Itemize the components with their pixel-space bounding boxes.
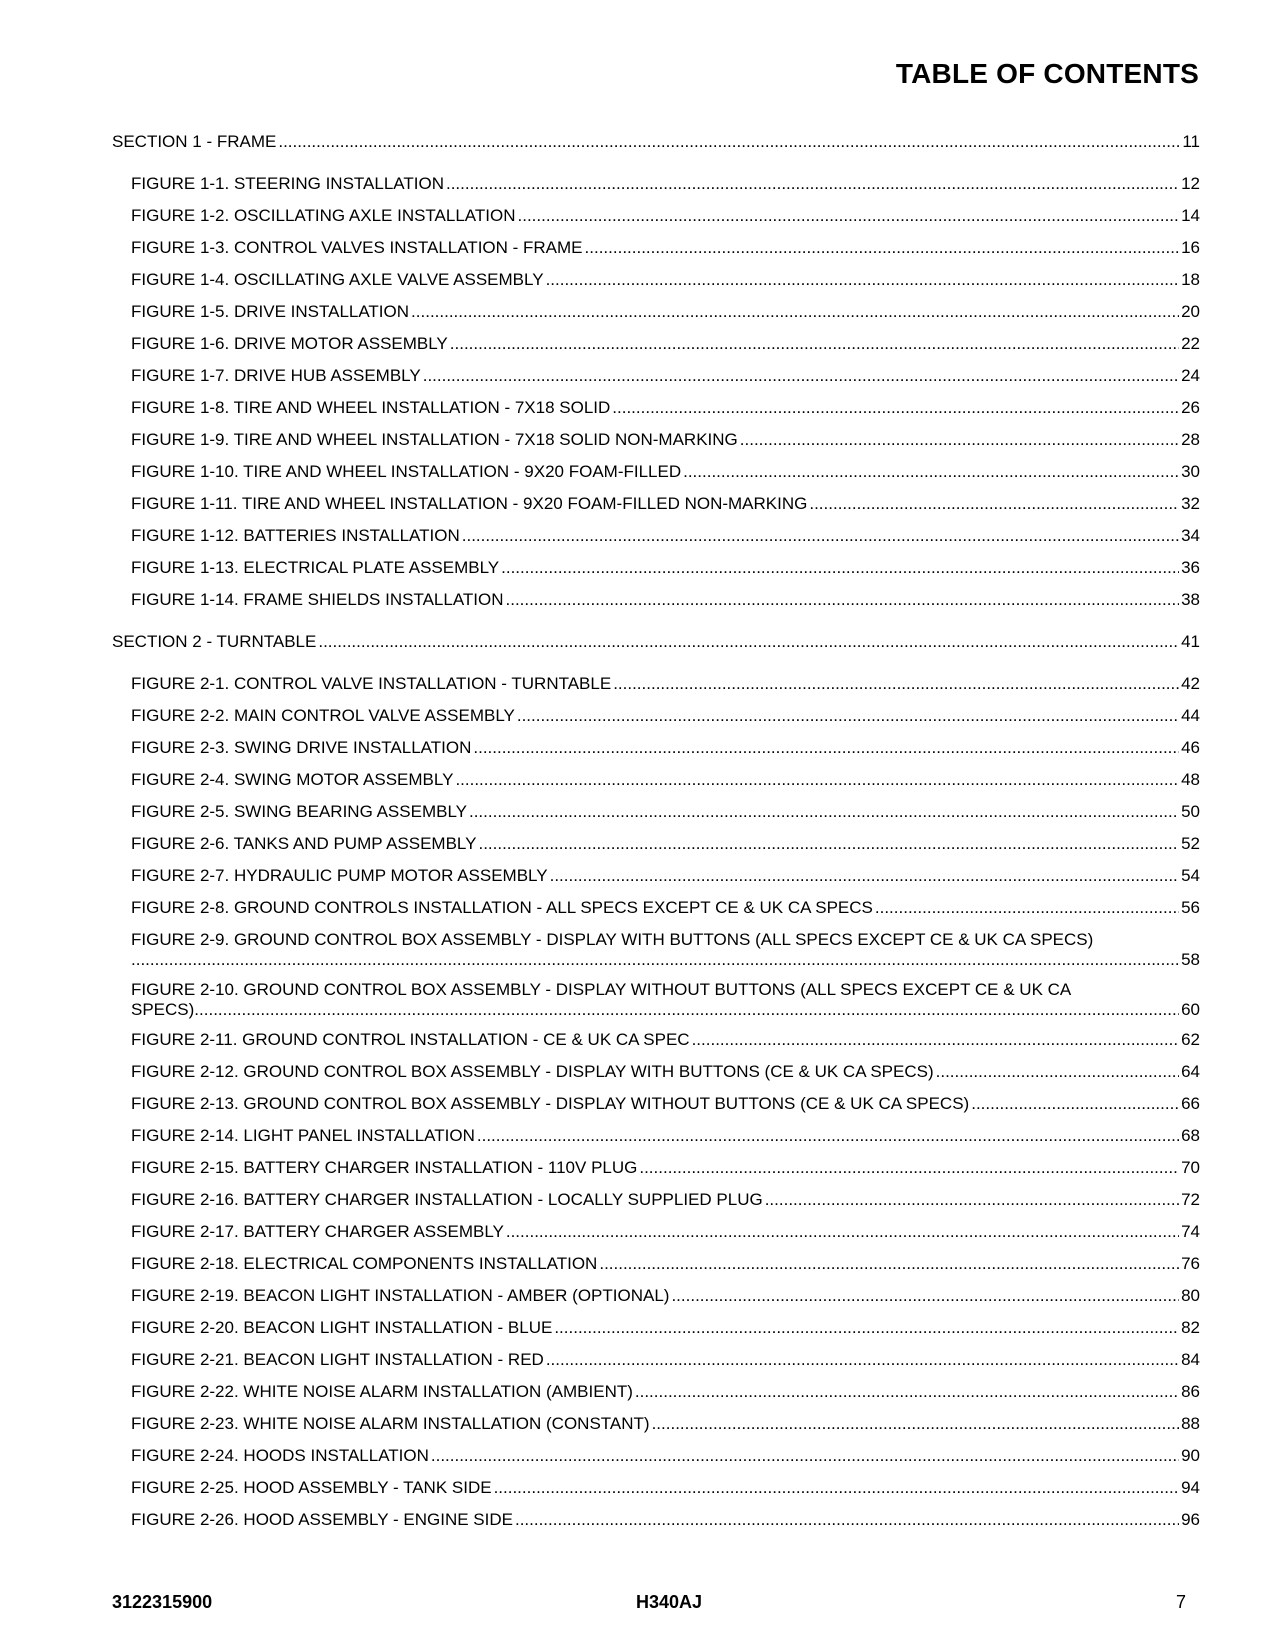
toc-entry-page-number: 32 [1181, 494, 1200, 513]
dot-leader [613, 674, 1179, 694]
dot-leader [809, 494, 1179, 514]
toc-entry-label: FIGURE 1-2. OSCILLATING AXLE INSTALLATION [131, 206, 516, 225]
toc-entry-page-number: 24 [1181, 366, 1200, 385]
dot-leader [423, 366, 1179, 386]
toc-entry-page-number: 48 [1181, 770, 1200, 789]
toc-entry-figure[interactable] [112, 980, 1200, 1020]
dot-leader [278, 132, 1180, 152]
dot-leader [478, 834, 1179, 854]
toc-entry-label: FIGURE 2-3. SWING DRIVE INSTALLATION [131, 738, 472, 757]
toc-entry-figure[interactable] [112, 1286, 1200, 1306]
toc-entry-label: FIGURE 2-25. HOOD ASSEMBLY - TANK SIDE [131, 1478, 492, 1497]
toc-entry-figure[interactable] [112, 1158, 1200, 1178]
dot-leader [506, 590, 1180, 610]
toc-entry-page-number: 12 [1181, 174, 1200, 193]
toc-entry-page-number: 16 [1181, 238, 1200, 257]
toc-entry-figure[interactable] [112, 1382, 1200, 1402]
dot-leader [411, 302, 1179, 322]
dot-leader [131, 950, 1179, 970]
toc-entry-page-number: 88 [1181, 1414, 1200, 1433]
toc-entry-page-number: 42 [1181, 674, 1200, 693]
toc-entry-label: FIGURE 1-3. CONTROL VALVES INSTALLATION - FRAME [131, 238, 583, 257]
toc-entry-figure[interactable] [112, 1062, 1200, 1082]
toc-entry-label: FIGURE 2-7. HYDRAULIC PUMP MOTOR ASSEMBLY [131, 866, 548, 885]
dot-leader [652, 1414, 1180, 1434]
dot-leader [194, 1000, 1179, 1020]
toc-entry-figure[interactable] [112, 898, 1200, 918]
toc-entry-figure[interactable] [112, 1222, 1200, 1242]
page-footer [112, 1592, 1200, 1616]
toc-entry-figure[interactable] [112, 398, 1200, 418]
toc-entry-page-number: 26 [1181, 398, 1200, 417]
dot-leader [550, 866, 1179, 886]
toc-entry-page-number: 14 [1181, 206, 1200, 225]
toc-entry-label: FIGURE 1-5. DRIVE INSTALLATION [131, 302, 410, 321]
toc-entry-page-number: 60 [1181, 1000, 1200, 1019]
toc-entry-figure[interactable] [112, 1510, 1200, 1530]
toc-entry-figure[interactable] [112, 270, 1200, 290]
dot-leader [639, 1158, 1179, 1178]
footer-page-number: 7 [1175, 1592, 1186, 1612]
toc-entry-figure[interactable] [112, 1094, 1200, 1114]
toc-entry-figure[interactable] [112, 706, 1200, 726]
dot-leader [599, 1254, 1179, 1274]
toc-entry-figure[interactable] [112, 930, 1200, 970]
toc-entry-label: FIGURE 1-8. TIRE AND WHEEL INSTALLATION - 7X18 SOLID [131, 398, 611, 417]
toc-entry-figure[interactable] [112, 770, 1200, 790]
toc-entry-figure[interactable] [112, 462, 1200, 482]
toc-entry-figure[interactable] [112, 1190, 1200, 1210]
toc-entry-label: FIGURE 2-11. GROUND CONTROL INSTALLATION - CE & UK CA SPEC [131, 1030, 690, 1049]
toc-entry-page-number: 50 [1181, 802, 1200, 821]
toc-entry-label: FIGURE 1-11. TIRE AND WHEEL INSTALLATION - 9X20 FOAM-FILLED NON-MARKING [131, 494, 808, 513]
toc-entry-label: FIGURE 2-17. BATTERY CHARGER ASSEMBLY [131, 1222, 504, 1241]
toc-entry-page-number: 38 [1181, 590, 1200, 609]
toc-entry-figure[interactable] [112, 866, 1200, 886]
toc-entry-figure[interactable] [112, 590, 1200, 610]
dot-leader [501, 558, 1179, 578]
toc-entry-page-number: 76 [1181, 1254, 1200, 1273]
toc-entry-figure[interactable] [112, 1030, 1200, 1050]
dot-leader [546, 270, 1180, 290]
toc-entry-label: FIGURE 2-6. TANKS AND PUMP ASSEMBLY [131, 834, 477, 853]
toc-entry-page-number: 30 [1181, 462, 1200, 481]
toc-entry-page-number: 64 [1181, 1062, 1200, 1081]
toc-entry-section[interactable] [112, 132, 1200, 152]
dot-leader [446, 174, 1179, 194]
dot-leader [671, 1286, 1179, 1306]
toc-entry-label: FIGURE 1-7. DRIVE HUB ASSEMBLY [131, 366, 421, 385]
toc-entry-page-number: 56 [1181, 898, 1200, 917]
toc-entry-label: FIGURE 2-12. GROUND CONTROL BOX ASSEMBLY - DISPLAY WITH BUTTONS (CE & UK CA SPECS) [131, 1062, 934, 1081]
toc-entry-figure[interactable] [112, 1318, 1200, 1338]
toc-entry-label: FIGURE 2-8. GROUND CONTROLS INSTALLATION - ALL SPECS EXCEPT CE & UK CA SPECS [131, 898, 873, 917]
toc-entry-page-number: 96 [1181, 1510, 1200, 1529]
dot-leader [936, 1062, 1179, 1082]
dot-leader [765, 1190, 1179, 1210]
toc-entry-label: FIGURE 1-6. DRIVE MOTOR ASSEMBLY [131, 334, 448, 353]
toc-entry-figure[interactable] [112, 1254, 1200, 1274]
dot-leader [635, 1382, 1179, 1402]
dot-leader [318, 632, 1179, 652]
toc-entry-page-number: 90 [1181, 1446, 1200, 1465]
toc-entry-page-number: 41 [1181, 632, 1200, 651]
dot-leader [515, 1510, 1179, 1530]
toc-entry-figure[interactable] [112, 558, 1200, 578]
toc-entry-label: FIGURE 2-13. GROUND CONTROL BOX ASSEMBLY - DISPLAY WITHOUT BUTTONS (CE & UK CA SPECS) [131, 1094, 970, 1113]
toc-entry-label: FIGURE 2-10. GROUND CONTROL BOX ASSEMBLY - DISPLAY WITHOUT BUTTONS (ALL SPECS EXCEPT CE & UK CA [131, 980, 1072, 999]
toc-entry-figure[interactable] [112, 1446, 1200, 1466]
dot-leader [585, 238, 1180, 258]
toc-entry-figure[interactable] [112, 494, 1200, 514]
toc-entry-figure[interactable] [112, 674, 1200, 694]
toc-entry-page-number: 58 [1181, 950, 1200, 969]
toc-entry-figure[interactable] [112, 238, 1200, 258]
toc-entry-page-number: 94 [1181, 1478, 1200, 1497]
toc-entry-figure[interactable] [112, 526, 1200, 546]
footer-document-number: 3122315900 [112, 1592, 213, 1612]
toc-entry-label: FIGURE 2-18. ELECTRICAL COMPONENTS INSTALLATION [131, 1254, 598, 1273]
toc-entry-page-number: 34 [1181, 526, 1200, 545]
dot-leader [477, 1126, 1179, 1146]
toc-entry-figure[interactable] [112, 334, 1200, 354]
toc-entry-label: SECTION 1 - FRAME [112, 132, 277, 151]
dot-leader [469, 802, 1179, 822]
toc-entry-page-number: 62 [1181, 1030, 1200, 1049]
toc-entry-label: FIGURE 1-10. TIRE AND WHEEL INSTALLATION - 9X20 FOAM-FILLED [131, 462, 682, 481]
toc-entry-label: FIGURE 2-21. BEACON LIGHT INSTALLATION - RED [131, 1350, 544, 1369]
footer-model-name: H340AJ [636, 1592, 703, 1612]
toc-entry-label: FIGURE 2-1. CONTROL VALVE INSTALLATION - TURNTABLE [131, 674, 612, 693]
toc-entry-page-number: 36 [1181, 558, 1200, 577]
dot-leader [462, 526, 1179, 546]
toc-entry-label: FIGURE 2-20. BEACON LIGHT INSTALLATION - BLUE [131, 1318, 553, 1337]
toc-entry-page-number: 82 [1181, 1318, 1200, 1337]
dot-leader [450, 334, 1179, 354]
toc-entry-page-number: 52 [1181, 834, 1200, 853]
toc-entry-label: FIGURE 1-12. BATTERIES INSTALLATION [131, 526, 460, 545]
dot-leader [612, 398, 1179, 418]
toc-entry-label: SECTION 2 - TURNTABLE [112, 632, 317, 651]
toc-entry-label: FIGURE 1-13. ELECTRICAL PLATE ASSEMBLY [131, 558, 500, 577]
toc-entry-page-number: 18 [1181, 270, 1200, 289]
page-title: TABLE OF CONTENTS [895, 58, 1199, 89]
toc-entry-figure[interactable] [112, 174, 1200, 194]
toc-entry-page-number: 54 [1181, 866, 1200, 885]
toc-entry-page-number: 68 [1181, 1126, 1200, 1145]
toc-entry-figure[interactable] [112, 1350, 1200, 1370]
dot-leader [554, 1318, 1179, 1338]
toc-entry-label: FIGURE 1-1. STEERING INSTALLATION [131, 174, 444, 193]
toc-entry-section[interactable] [112, 632, 1200, 652]
toc-entry-label: FIGURE 2-2. MAIN CONTROL VALVE ASSEMBLY [131, 706, 515, 725]
dot-leader [473, 738, 1179, 758]
toc-entry-label-continued: SPECS) [131, 1000, 195, 1019]
toc-entry-label: FIGURE 2-4. SWING MOTOR ASSEMBLY [131, 770, 454, 789]
toc-entry-label: FIGURE 1-14. FRAME SHIELDS INSTALLATION [131, 590, 504, 609]
dot-leader [455, 770, 1179, 790]
toc-entry-label: FIGURE 2-5. SWING BEARING ASSEMBLY [131, 802, 467, 821]
toc-entry-page-number: 22 [1181, 334, 1200, 353]
toc-entry-label: FIGURE 2-14. LIGHT PANEL INSTALLATION [131, 1126, 475, 1145]
toc-entry-page-number: 20 [1181, 302, 1200, 321]
toc-entry-label: FIGURE 2-22. WHITE NOISE ALARM INSTALLATION (AMBIENT) [131, 1382, 633, 1401]
dot-leader [692, 1030, 1180, 1050]
dot-leader [431, 1446, 1179, 1466]
dot-leader [740, 430, 1179, 450]
toc-entry-label: FIGURE 2-26. HOOD ASSEMBLY - ENGINE SIDE [131, 1510, 513, 1529]
toc-entry-figure[interactable] [112, 1126, 1200, 1146]
toc-entry-label: FIGURE 1-9. TIRE AND WHEEL INSTALLATION - 7X18 SOLID NON-MARKING [131, 430, 738, 449]
toc-entry-label: FIGURE 2-19. BEACON LIGHT INSTALLATION - AMBER (OPTIONAL) [131, 1286, 670, 1305]
dot-leader [506, 1222, 1179, 1242]
toc-entry-page-number: 44 [1181, 706, 1200, 725]
toc-entry-page-number: 46 [1181, 738, 1200, 757]
toc-entry-figure[interactable] [112, 802, 1200, 822]
toc-entry-page-number: 72 [1181, 1190, 1200, 1209]
toc-entry-figure[interactable] [112, 834, 1200, 854]
table-of-contents [112, 132, 1200, 1542]
dot-leader [875, 898, 1179, 918]
dot-leader [546, 1350, 1179, 1370]
toc-entry-page-number: 28 [1181, 430, 1200, 449]
toc-entry-figure[interactable] [112, 366, 1200, 386]
dot-leader [971, 1094, 1179, 1114]
dot-leader [518, 206, 1180, 226]
toc-entry-figure[interactable] [112, 738, 1200, 758]
dot-leader [494, 1478, 1180, 1498]
toc-entry-page-number: 11 [1182, 132, 1200, 151]
toc-entry-page-number: 70 [1181, 1158, 1200, 1177]
toc-entry-label: FIGURE 2-15. BATTERY CHARGER INSTALLATION - 110V PLUG [131, 1158, 638, 1177]
dot-leader [683, 462, 1179, 482]
toc-entry-label: FIGURE 2-24. HOODS INSTALLATION [131, 1446, 429, 1465]
toc-entry-page-number: 86 [1181, 1382, 1200, 1401]
dot-leader [517, 706, 1179, 726]
toc-entry-figure[interactable] [112, 302, 1200, 322]
toc-entry-label: FIGURE 1-4. OSCILLATING AXLE VALVE ASSEMBLY [131, 270, 544, 289]
toc-entry-figure[interactable] [112, 206, 1200, 226]
toc-entry-figure[interactable] [112, 1478, 1200, 1498]
toc-entry-page-number: 66 [1181, 1094, 1200, 1113]
toc-entry-page-number: 74 [1181, 1222, 1200, 1241]
toc-entry-label: FIGURE 2-23. WHITE NOISE ALARM INSTALLATION (CONSTANT) [131, 1414, 650, 1433]
toc-entry-label: FIGURE 2-16. BATTERY CHARGER INSTALLATION - LOCALLY SUPPLIED PLUG [131, 1190, 763, 1209]
toc-entry-label: FIGURE 2-9. GROUND CONTROL BOX ASSEMBLY - DISPLAY WITH BUTTONS (ALL SPECS EXCEPT CE & UK CA SPECS) [131, 930, 1094, 949]
toc-entry-page-number: 80 [1181, 1286, 1200, 1305]
toc-entry-figure[interactable] [112, 430, 1200, 450]
toc-entry-page-number: 84 [1181, 1350, 1200, 1369]
toc-entry-figure[interactable] [112, 1414, 1200, 1434]
